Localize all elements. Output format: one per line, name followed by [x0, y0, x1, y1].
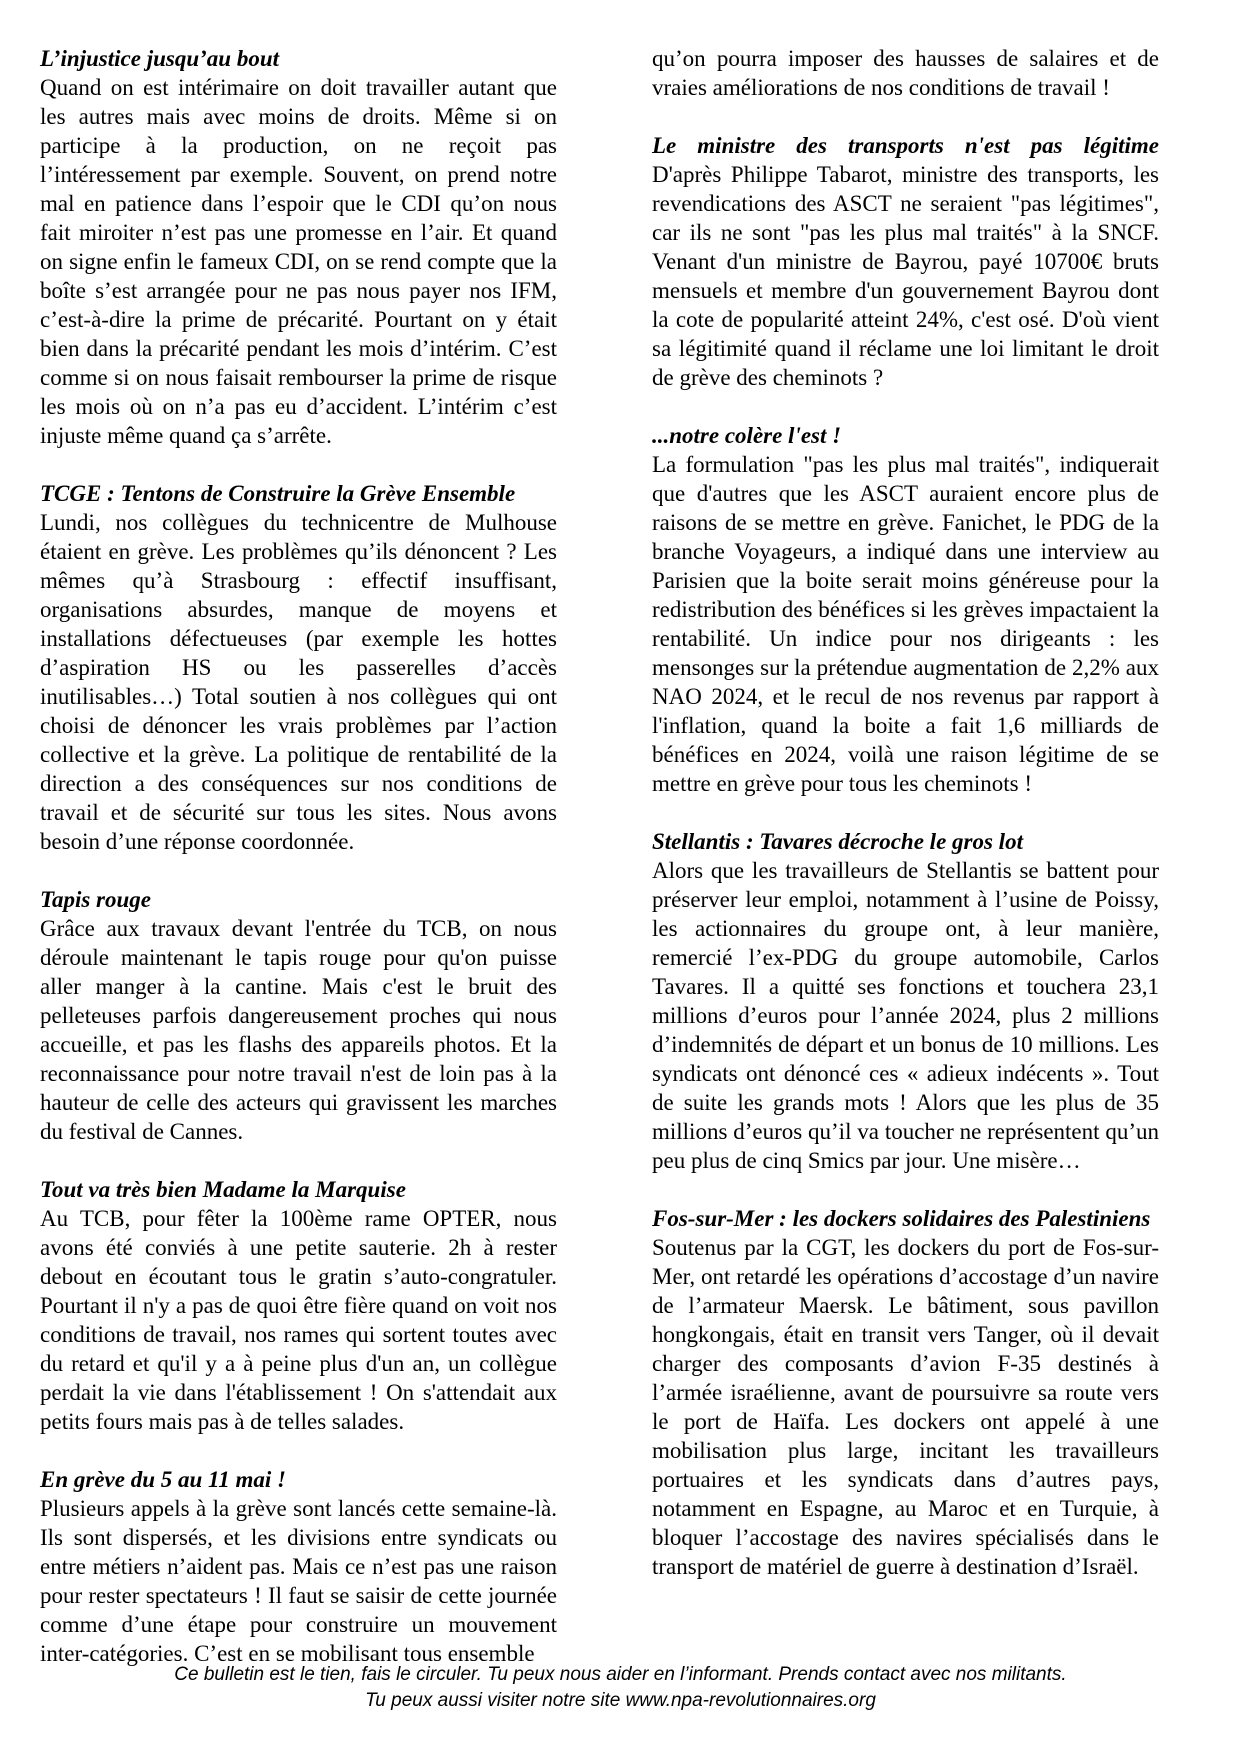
- article: [652, 827, 1159, 1175]
- article-heading: TCGE : Tentons de Construire la Grève Ensemble: [40, 481, 516, 506]
- article-body: Lundi, nos collègues du technicentre de Mulhouse étaient en grève. Les problèmes qu’ils dénoncent ? Les mêmes qu’à Strasbourg : effectif insuffisant, organisations absurdes, manque de moyens et installations défectueuses (par exemple les hottes d’aspiration HS ou les passerelles d’accès inutilisables…) Total soutien à nos collègues qui ont choisi de dénoncer les vrais problèmes par l’action collective et la grève. La politique de rentabilité de la direction a des conséquences sur nos conditions de travail et de sécurité sur tous les sites. Nous avons besoin d’une réponse coordonnée.: [40, 510, 557, 854]
- footer-line-1: Ce bulletin est le tien, fais le circuler. Tu peux nous aider en l’informant. Prends contact avec nos militants.: [174, 1664, 1067, 1685]
- article-body: qu’on pourra imposer des hausses de salaires et de vraies améliorations de nos conditions de travail !: [652, 46, 1159, 100]
- article-heading: Tout va très bien Madame la Marquise: [40, 1177, 406, 1202]
- article: [40, 1465, 557, 1668]
- article: [652, 44, 1159, 102]
- article: [40, 44, 557, 450]
- article-heading: ...notre colère l'est !: [652, 423, 842, 448]
- article: [40, 479, 557, 856]
- article-heading: Fos-sur-Mer : les dockers solidaires des Palestiniens: [652, 1206, 1151, 1231]
- article-heading: Le ministre des transports n'est pas légitime: [652, 133, 1159, 158]
- article: [652, 1204, 1159, 1581]
- article: [652, 421, 1159, 798]
- article-body: Quand on est intérimaire on doit travailler autant que les autres mais avec moins de droits. Même si on participe à la production, on ne reçoit pas l’intéressement par exemple. Souvent, on prend notre mal en patience dans l’espoir que le CDI qu’on nous fait miroiter n’est pas une promesse en l’air. Et quand on signe enfin le fameux CDI, on se rend compte que la boîte s’est arrangée pour ne pas nous payer nos IFM, c’est-à-dire la prime de précarité. Pourtant on y était bien dans la précarité pendant les mois d’intérim. C’est comme si on nous faisait rembourser la prime de risque les mois où on n’a pas eu d’accident. L’intérim c’est injuste même quand ça s’arrête.: [40, 75, 557, 448]
- article-body: D'après Philippe Tabarot, ministre des transports, les revendications des ASCT ne seraient "pas légitimes", car ils ne sont "pas les plus mal traités" à la SNCF. Venant d'un ministre de Bayrou, payé 10700€ bruts mensuels et membre d'un gouvernement Bayrou dont la cote de popularité atteint 24%, c'est osé. D'où vient sa légitimité quand il réclame une loi limitant le droit de grève des cheminots ?: [652, 162, 1159, 390]
- article: [40, 1175, 557, 1436]
- article-body: La formulation "pas les plus mal traités", indiquerait que d'autres que les ASCT auraient encore plus de raisons de se mettre en grève. Fanichet, le PDG de la branche Voyageurs, a indiqué dans une interview au Parisien que la boite serait moins généreuse pour la redistribution des bénéfices si les grèves impactaient la rentabilité. Un indice pour nos dirigeants : les mensonges sur la prétendue augmentation de 2,2% aux NAO 2024, et le recul de nos revenus par rapport à l'inflation, quand la boite a fait 1,6 milliards de bénéfices en 2024, voilà une raison légitime de se mettre en grève pour tous les cheminots !: [652, 452, 1159, 796]
- article-body: Soutenus par la CGT, les dockers du port de Fos-sur-Mer, ont retardé les opérations d’accostage d’un navire de l’armateur Maersk. Le bâtiment, sous pavillon hongkongais, était en transit vers Tanger, où il devait charger des composants d’avion F-35 destinés à l’armée israélienne, avant de poursuivre sa route vers le port de Haïfa. Les dockers ont appelé à une mobilisation plus large, incitant les travailleurs portuaires et les syndicats dans d’autres pays, notamment en Espagne, au Maroc et en Turquie, à bloquer l’accostage des navires spécialisés dans le transport de matériel de guerre à destination d’Israël.: [652, 1235, 1159, 1579]
- article: [40, 885, 557, 1146]
- article-body: Plusieurs appels à la grève sont lancés cette semaine-là. Ils sont dispersés, et les divisions entre syndicats ou entre métiers n’aident pas. Mais ce n’est pas une raison pour rester spectateurs ! Il faut se saisir de cette journée comme d’une étape pour construire un mouvement inter-catégories. C’est en se mobilisant tous ensemble: [40, 1496, 557, 1666]
- right-column: [652, 44, 1159, 1697]
- article-heading: Stellantis : Tavares décroche le gros lot: [652, 829, 1023, 854]
- footer-line-2: Tu peux aussi visiter notre site www.npa-revolutionnaires.org: [365, 1690, 876, 1711]
- article-body: Grâce aux travaux devant l'entrée du TCB, on nous déroule maintenant le tapis rouge pour qu'on puisse aller manger à la cantine. Mais c'est le bruit des pelleteuses parfois dangereusement proches qui nous accueille, et pas les flashs des appareils photos. Et la reconnaissance pour notre travail n'est de loin pas à la hauteur de celle des acteurs qui gravissent les marches du festival de Cannes.: [40, 916, 557, 1144]
- article-heading: L’injustice jusqu’au bout: [40, 46, 280, 71]
- article: [652, 131, 1159, 392]
- article-heading: En grève du 5 au 11 mai !: [40, 1467, 287, 1492]
- article-body: Au TCB, pour fêter la 100ème rame OPTER, nous avons été conviés à une petite sauterie. 2h à rester debout en écoutant tous le gratin s’auto-congratuler. Pourtant il n'y a pas de quoi être fière quand on voit nos conditions de travail, nos rames qui sortent toutes avec du retard et qu'il y a à peine plus d'un an, un collègue perdait la vie dans l'établissement ! On s'attendait aux petits fours mais pas à de telles salades.: [40, 1206, 557, 1434]
- article-heading: Tapis rouge: [40, 887, 151, 912]
- footer-note: [0, 1662, 1241, 1714]
- article-body: Alors que les travailleurs de Stellantis se battent pour préserver leur emploi, notamment à l’usine de Poissy, les actionnaires du groupe ont, à leur manière, remercié l’ex-PDG du groupe automobile, Carlos Tavares. Il a quitté ses fonctions et touchera 23,1 millions d’euros pour l’année 2024, plus 2 millions d’indemnités de départ et un bonus de 10 millions. Les syndicats ont dénoncé ces « adieux indécents ». Tout de suite les grands mots ! Alors que les plus de 35 millions d’euros qu’il va toucher ne représentent qu’un peu plus de cinq Smics par jour. Une misère…: [652, 858, 1159, 1173]
- left-column: [40, 44, 557, 1697]
